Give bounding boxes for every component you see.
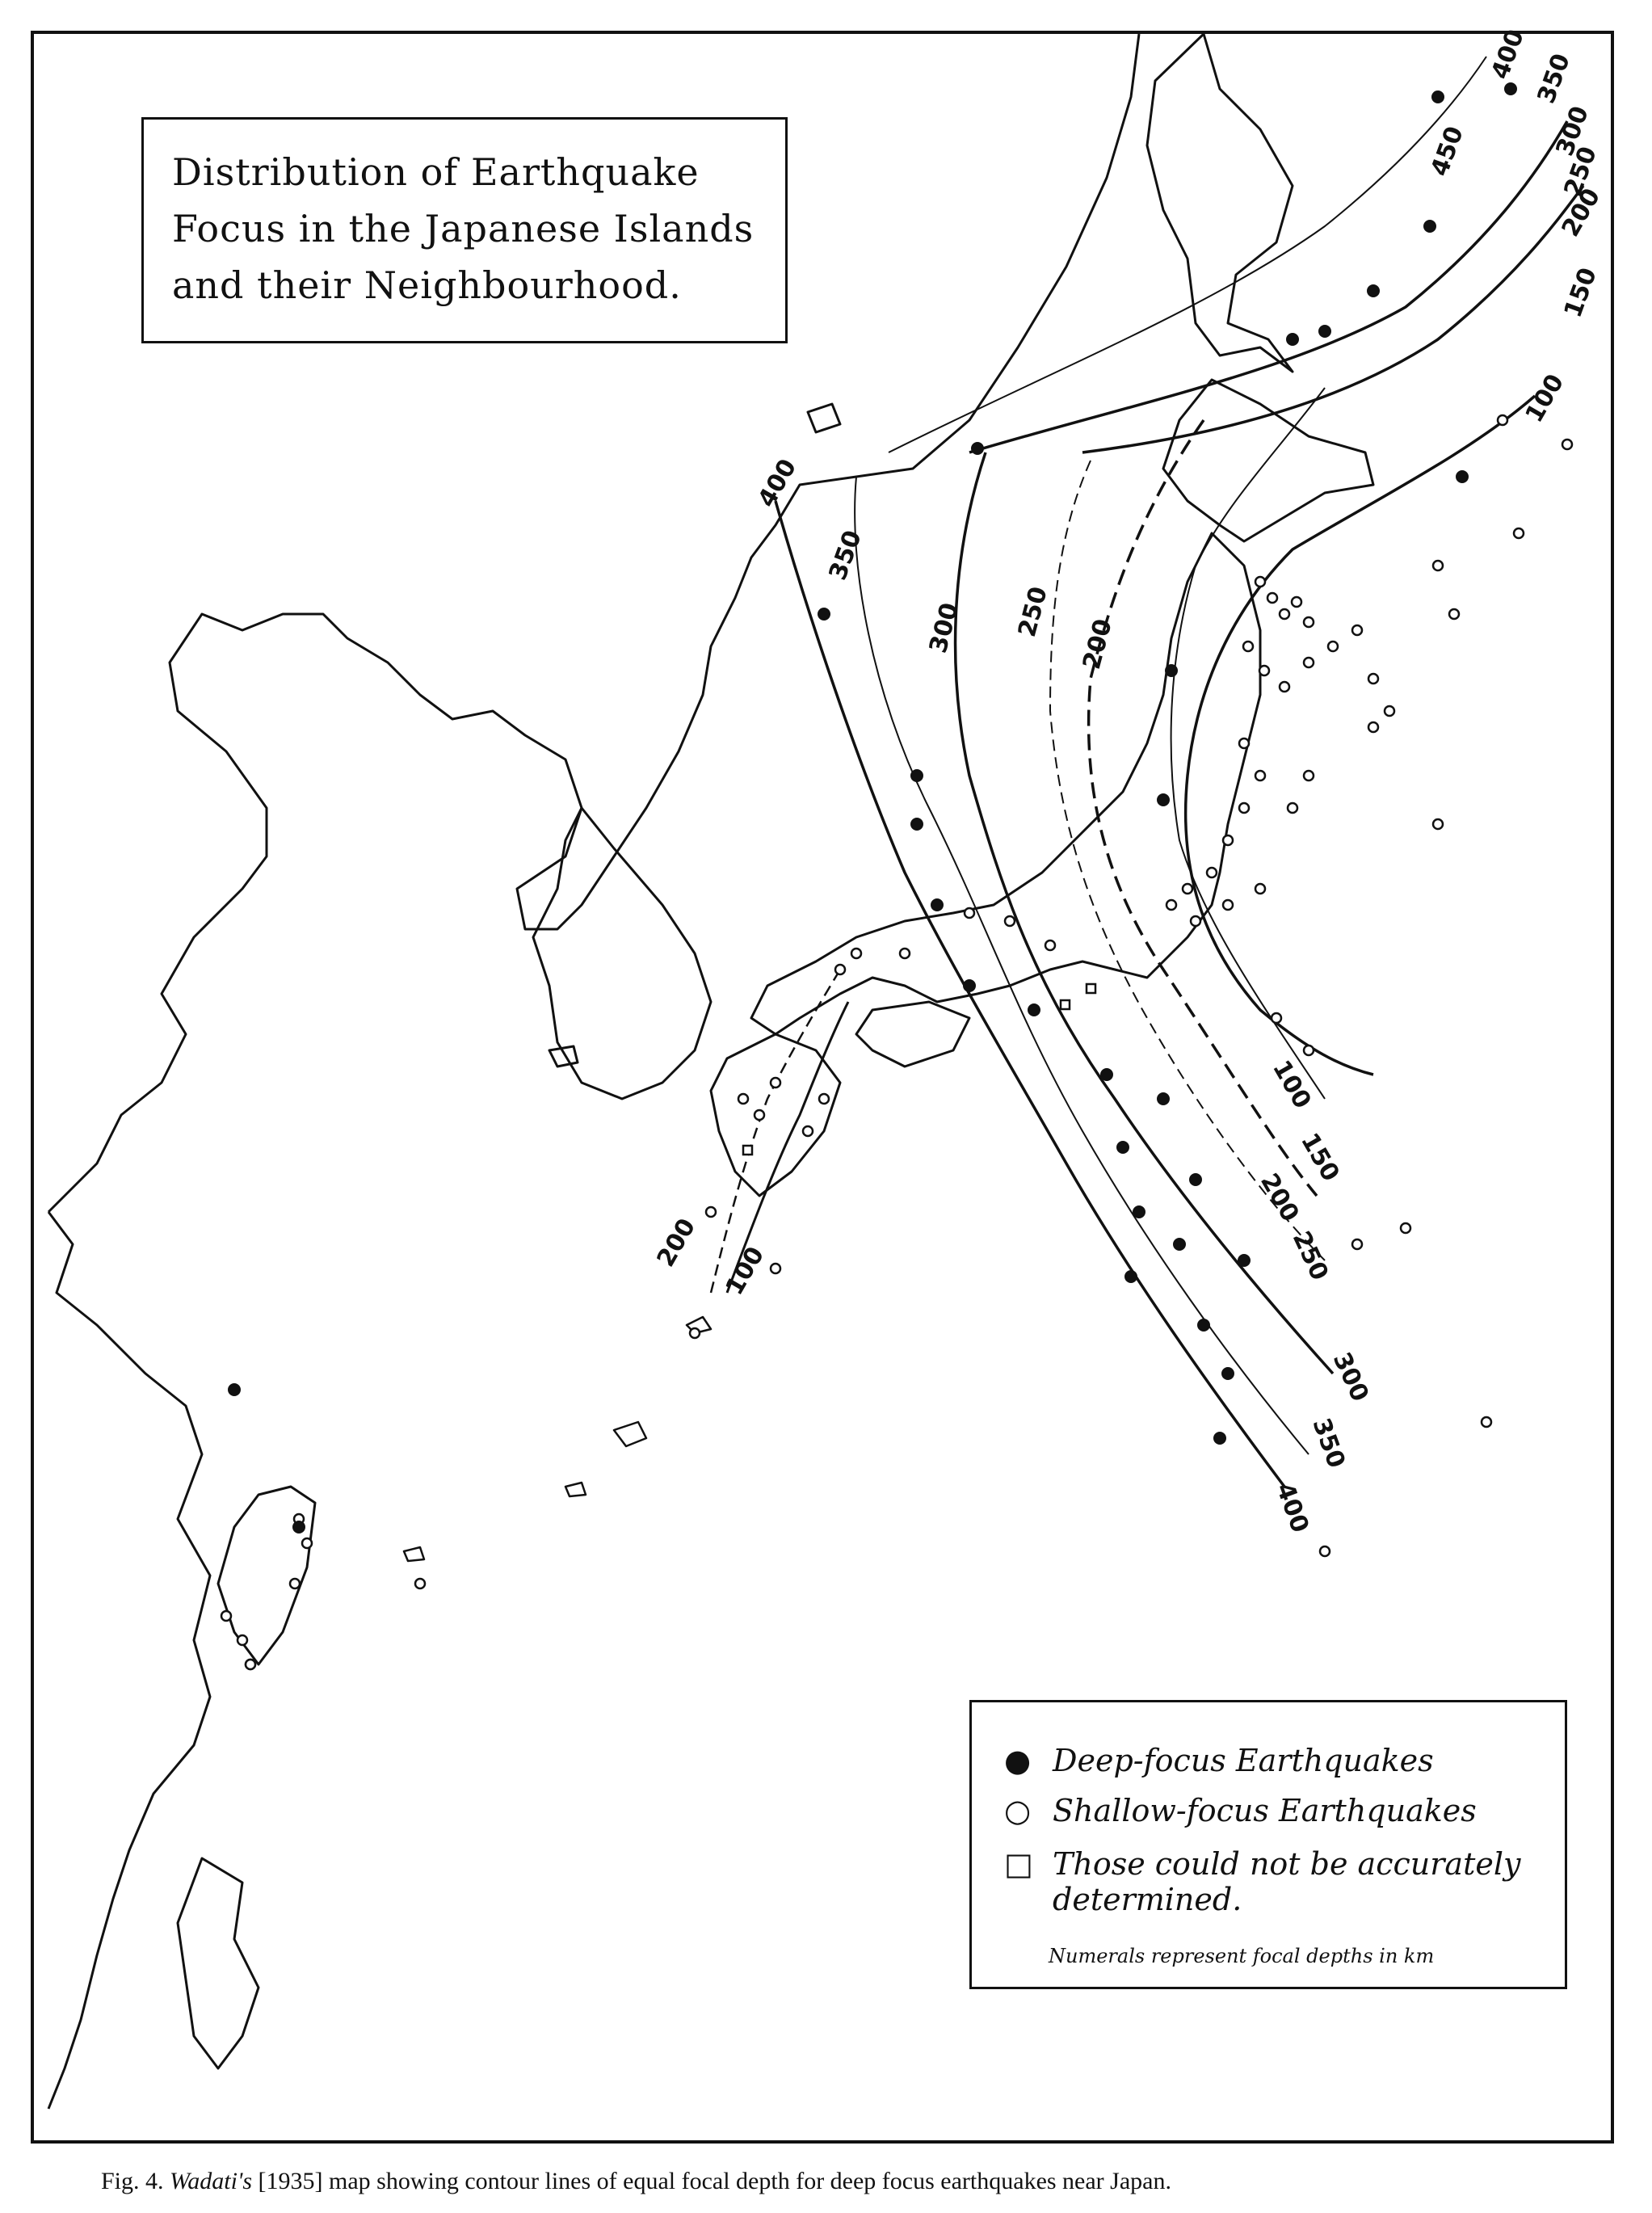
map-title-line-1: Distribution of Earthquake [172, 150, 700, 194]
deep-quake-marker [1457, 471, 1468, 482]
contour-label-400-lower: 400 [1270, 1479, 1314, 1537]
deep-quake-marker [1319, 326, 1330, 337]
shallow-quake-marker [1183, 884, 1192, 894]
deep-quake-marker [931, 899, 943, 911]
shallow-quake-marker [690, 1328, 700, 1338]
shallow-quake-marker [819, 1094, 829, 1104]
shallow-quake-marker [1243, 642, 1253, 651]
shallow-quake-marker [1385, 706, 1394, 716]
shallow-quake-marker [1328, 642, 1338, 651]
legend-undetermined-label-1: Those could not be accurately [1053, 1846, 1521, 1882]
deep-quake-marker [1166, 665, 1177, 676]
contour-label-200-lower: 200 [1255, 1168, 1305, 1227]
deep-quake-marker [1368, 285, 1379, 297]
shallow-quake-marker [221, 1611, 231, 1621]
shallow-quake-marker [1255, 577, 1265, 587]
contour-kyushu-200 [711, 970, 840, 1293]
legend-shallow-row [1004, 1793, 1477, 1828]
shallow-quake-marker [1352, 625, 1362, 635]
legend-undetermined-row [1004, 1846, 1520, 1882]
deep-quake-marker [1101, 1069, 1112, 1080]
legend-shallow-label: Shallow-focus Earthquakes [1053, 1793, 1477, 1828]
shallow-quake-marker [1267, 593, 1277, 603]
deep-quake-marker [1424, 221, 1436, 232]
contour-label-450-north: 450 [1425, 122, 1469, 180]
legend-undetermined-label-2: determined. [1053, 1882, 1242, 1917]
shallow-quake-marker [1352, 1239, 1362, 1249]
shallow-quake-marker [1304, 771, 1314, 780]
shallow-quake-marker [1255, 884, 1265, 894]
contour-north-300 [969, 121, 1567, 452]
contour-label-400-north: 400 [1486, 25, 1530, 83]
contour-label-350-upper: 350 [823, 526, 868, 584]
contour-350 [855, 477, 1309, 1454]
shallow-quake-marker [1045, 940, 1055, 950]
shallow-quake-marker [1433, 561, 1443, 570]
deep-quake-marker [972, 443, 983, 454]
map-title-box [141, 117, 788, 343]
deep-quake-marker [1505, 83, 1516, 95]
contour-north-200 [1082, 186, 1583, 452]
shallow-quake-marker [238, 1635, 247, 1645]
contour-label-300-lower: 300 [1326, 1348, 1374, 1407]
shallow-quake-marker [1166, 900, 1176, 910]
shallow-quake-marker [851, 949, 861, 958]
undetermined-quake-marker [743, 1146, 752, 1155]
shallow-quake-marker [1401, 1223, 1410, 1233]
shallow-quake-marker [1304, 1045, 1314, 1055]
deep-quake-marker [964, 980, 975, 991]
shallow-quake-marker [415, 1579, 425, 1588]
contour-label-200-kyushu: 200 [651, 1214, 702, 1272]
shallow-quake-marker [900, 949, 910, 958]
caption-author: Wadati's [170, 2168, 253, 2194]
deep-quake-marker [1214, 1433, 1225, 1444]
contour-label-200-upper: 200 [1077, 616, 1118, 673]
contour-label-150-upper: 150 [1558, 263, 1603, 322]
contour-label-300-upper: 300 [923, 600, 965, 657]
contour-label-250-lower: 250 [1286, 1226, 1334, 1285]
shallow-quake-marker [1562, 440, 1572, 449]
deep-quake-marker [1287, 334, 1298, 345]
contour-north-400 [889, 57, 1486, 452]
contour-label-100-kyushu: 100 [720, 1242, 771, 1300]
korea-peninsula [533, 808, 711, 1099]
shallow-quake-marker [755, 1110, 764, 1120]
shallow-quake-marker [290, 1579, 300, 1588]
luzon-island [178, 1858, 259, 2068]
shallow-quake-marker [1449, 609, 1459, 619]
filled-circle-icon: ● [1004, 1743, 1032, 1778]
shallow-quake-marker [771, 1264, 780, 1273]
contour-300 [956, 452, 1333, 1374]
contour-label-100-upper: 100 [1520, 369, 1570, 427]
shallow-quake-marker [1288, 803, 1297, 813]
shallow-quake-marker [738, 1094, 748, 1104]
legend-note: Numerals represent focal depths in km [1049, 1945, 1435, 1967]
contour-label-150-lower: 150 [1295, 1128, 1345, 1187]
shallow-quake-marker [1280, 609, 1289, 619]
shallow-quake-marker [1304, 617, 1314, 627]
map-legend [969, 1700, 1567, 1989]
legend-undetermined-row-2 [1053, 1882, 1242, 1917]
caption-text: [1935] map showing contour lines of equal focal depth for deep focus earthquakes near Japan. [258, 2168, 1171, 2194]
map-title-line-2: Focus in the Japanese Islands [172, 207, 755, 250]
legend-deep-row [1004, 1743, 1434, 1778]
shallow-quake-marker [1514, 528, 1524, 538]
shallow-quake-marker [706, 1207, 716, 1217]
small-island-west [549, 404, 840, 1067]
shallow-quake-marker [1304, 658, 1314, 667]
shallow-quake-marker [1482, 1417, 1491, 1427]
deep-quake-marker [1198, 1319, 1209, 1331]
shallow-quake-marker [1259, 666, 1269, 675]
deep-quake-marker [1133, 1206, 1145, 1218]
contour-label-400-upper: 400 [752, 454, 803, 512]
deep-quake-marker [818, 608, 830, 620]
shallow-quake-marker [835, 965, 845, 974]
shallow-quake-marker [1223, 835, 1233, 845]
taiwan-island [218, 1487, 315, 1664]
shallow-quake-marker [1368, 674, 1378, 684]
deep-quake-marker [911, 818, 923, 830]
contour-label-350-lower: 350 [1306, 1414, 1351, 1472]
shallow-quake-marker [1207, 868, 1217, 877]
contour-label-300-north: 300 [1550, 102, 1595, 160]
deep-quake-marker [1117, 1142, 1129, 1153]
shallow-quake-marker [1239, 803, 1249, 813]
shallow-quake-marker [1320, 1546, 1330, 1556]
shikoku-island [856, 1002, 969, 1067]
contour-label-200-north: 200 [1556, 183, 1607, 242]
open-circle-icon: ○ [1004, 1793, 1032, 1828]
map-title-line-3: and their Neighbourhood. [172, 263, 682, 307]
shallow-quake-marker [1498, 415, 1507, 425]
shallow-quake-marker [246, 1660, 255, 1669]
contour-400 [776, 501, 1284, 1487]
shallow-quake-marker [1223, 900, 1233, 910]
shallow-quake-marker [1272, 1013, 1281, 1023]
deep-quake-marker [1174, 1239, 1185, 1250]
shallow-quake-marker [1191, 916, 1200, 926]
shallow-quake-marker [1255, 771, 1265, 780]
deep-quake-marker [1028, 1004, 1040, 1016]
shallow-quake-marker [1280, 682, 1289, 692]
contour-label-100-lower: 100 [1267, 1055, 1317, 1114]
shallow-quake-marker [1433, 819, 1443, 829]
open-square-icon: □ [1004, 1846, 1033, 1882]
deep-quake-marker [1238, 1255, 1250, 1266]
sakhalin-island [1147, 34, 1293, 372]
undetermined-quake-marker [1061, 1000, 1070, 1009]
deep-quake-marker [911, 770, 923, 781]
figure-caption [101, 2168, 1171, 2195]
shallow-quake-marker [1292, 597, 1301, 607]
shallow-quake-marker [771, 1078, 780, 1088]
caption-prefix: Fig. 4. [101, 2168, 164, 2194]
deep-quake-marker [293, 1521, 305, 1533]
deep-quake-marker [1158, 1093, 1169, 1104]
ryukyu-islets [404, 1317, 711, 1561]
shallow-quake-marker [965, 908, 974, 918]
shallow-quake-marker [1005, 916, 1015, 926]
legend-deep-label: Deep-focus Earthquakes [1053, 1743, 1434, 1778]
shallow-quake-marker [803, 1126, 813, 1136]
contour-label-250-upper: 250 [1012, 583, 1053, 641]
contour-label-250-north: 250 [1558, 142, 1603, 200]
contour-label-350-north: 350 [1532, 49, 1576, 107]
deep-quake-marker [1190, 1174, 1201, 1185]
deep-quake-marker [229, 1384, 240, 1395]
deep-quake-marker [1125, 1271, 1137, 1282]
shallow-quake-marker [1239, 738, 1249, 748]
shallow-quake-marker [302, 1538, 312, 1548]
shallow-quake-marker [1368, 722, 1378, 732]
deep-quake-marker [1432, 91, 1444, 103]
hokkaido-island [1163, 380, 1373, 541]
deep-quake-marker [1222, 1368, 1234, 1379]
kyushu-island [711, 1034, 840, 1196]
deep-quake-marker [1158, 794, 1169, 806]
undetermined-quake-marker [1087, 984, 1095, 993]
